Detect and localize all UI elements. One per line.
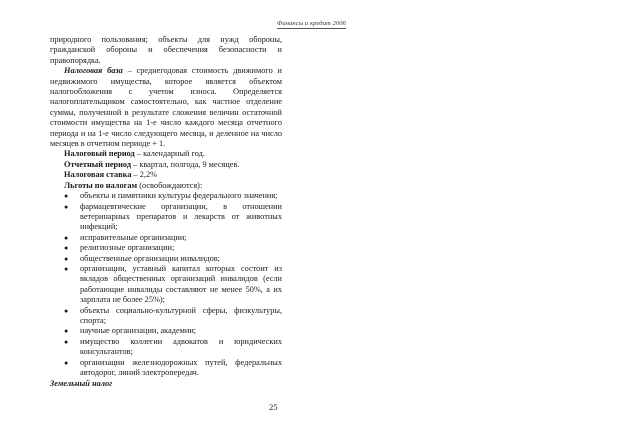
page-body <box>50 35 282 390</box>
list-item-text: фармацевтические организации, в отношении ветеринарных препаратов и лекарств от животных инфекций; <box>80 201 282 232</box>
running-header-title: Финансы и кредит 2006 <box>277 20 346 27</box>
bullet-icon: ● <box>64 244 69 253</box>
paragraph-continuation: природного пользования; объекты для нужд обороны, гражданской обороны и обеспечения безопасности и правопорядка. <box>50 35 282 65</box>
list-item <box>50 243 282 253</box>
paragraph-tax-base <box>50 66 282 149</box>
benefits-list <box>50 191 282 378</box>
benefits-term: Льготы по налогам <box>64 180 138 190</box>
bullet-icon: ● <box>64 192 69 201</box>
list-item <box>50 326 282 336</box>
line-reporting-period <box>50 160 282 170</box>
tax-base-term: Налоговая база <box>64 66 123 76</box>
list-item-text: общественные организации инвалидов; <box>80 253 220 263</box>
list-item <box>50 254 282 264</box>
bullet-icon: ● <box>64 306 69 315</box>
list-item <box>50 358 282 379</box>
list-item-text: исправительные организации; <box>80 232 187 242</box>
line-tax-rate <box>50 170 282 180</box>
bullet-icon: ● <box>64 264 69 273</box>
list-item-text: имущество коллегии адвокатов и юридических консультантов; <box>80 336 282 357</box>
running-header <box>0 20 623 27</box>
tax-period-term: Налоговый период <box>64 149 135 159</box>
line-benefits-heading <box>50 181 282 191</box>
bullet-icon: ● <box>64 254 69 263</box>
bullet-icon: ● <box>64 233 69 242</box>
list-item <box>50 306 282 327</box>
list-item-text: объекты и памятники культуры федерального значения; <box>80 191 278 201</box>
list-item-text: организации железнодорожных путей, федеральных автодорог, линий электропередач. <box>80 357 282 377</box>
list-item <box>50 337 282 358</box>
bullet-icon: ● <box>64 358 69 367</box>
tax-rate-text: – 2,2% <box>131 170 158 180</box>
list-item-text: религиозные организации; <box>80 243 175 253</box>
reporting-period-term: Отчетный период <box>64 159 132 169</box>
bullet-icon: ● <box>64 202 69 211</box>
benefits-text: (освобождаются): <box>137 180 203 190</box>
line-tax-period <box>50 149 282 159</box>
list-item-text: научные организации, академии; <box>80 326 197 336</box>
tax-rate-term: Налоговая ставка <box>64 170 132 180</box>
list-item-text: объекты социально-культурной сферы, физкультуры, спорта; <box>80 305 282 325</box>
list-item <box>50 233 282 243</box>
list-item <box>50 202 282 233</box>
reporting-period-text: – квартал, полгода, 9 месяцев. <box>131 159 240 169</box>
page-number: 25 <box>269 402 278 412</box>
tax-base-text: – среднегодовая стоимость движимого и недвижимого имущества, которое является объектом налогообложения с учетом износа. Определяется налогоплательщиком самостоятельно, как частное отделение суммы, полученной в результате сложения величин остаточной стоимости имущества на 1-е число каждого месяца отчетного периода и на 1-е число следующего месяца, и деленное на число месяцев в отчетном периоде + 1. <box>50 66 282 149</box>
list-item <box>50 191 282 201</box>
section-heading-land-tax: Земельный налог <box>50 379 113 389</box>
list-item-text: организации, уставный капитал которых состоит из вкладов общественных организаций инвалидов (если работающие инвалиды составляют не менее 50%, а их зарплата не более 25%); <box>80 263 282 305</box>
bullet-icon: ● <box>64 337 69 346</box>
bullet-icon: ● <box>64 327 69 336</box>
tax-period-text: – календарный год. <box>134 149 205 159</box>
list-item <box>50 264 282 306</box>
